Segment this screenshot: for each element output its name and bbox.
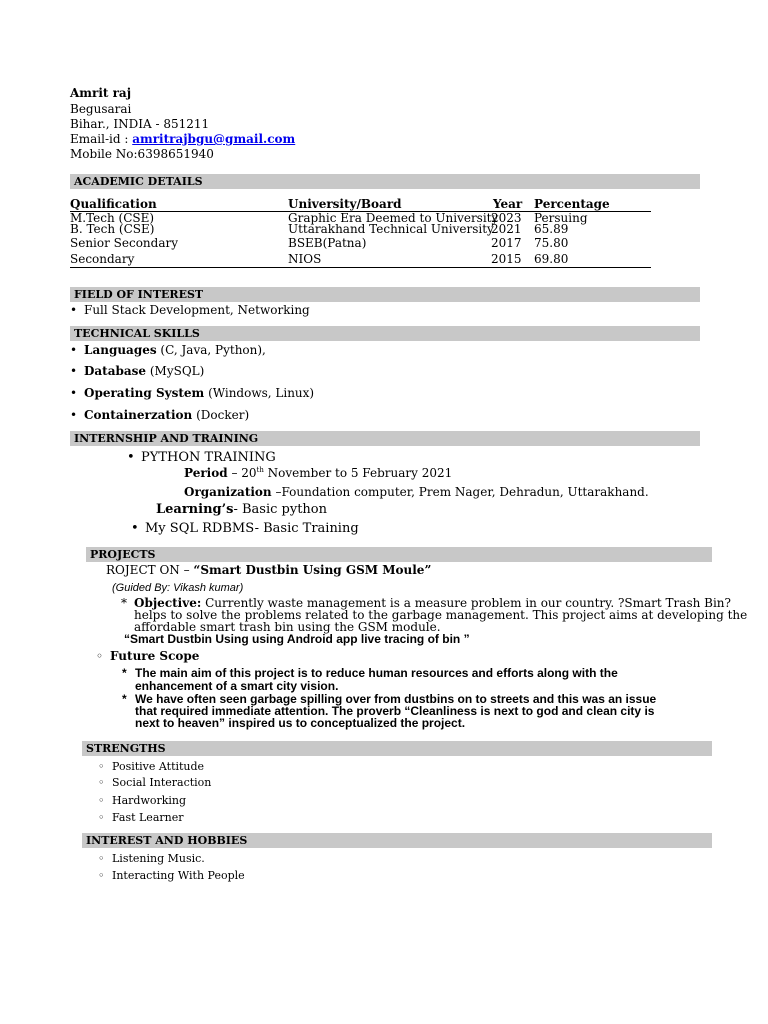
skill-item xyxy=(84,386,314,400)
col-qualification: Qualification xyxy=(70,197,157,211)
table-cell: 2017 xyxy=(491,236,522,250)
skill-item xyxy=(84,343,266,357)
table-cell: 69.80 xyxy=(534,252,569,266)
skill-item xyxy=(84,364,204,378)
learning-value: - Basic python xyxy=(233,502,328,517)
strength-item: ◦ Fast Learner xyxy=(112,811,184,824)
learning-label: Learning’s xyxy=(156,502,234,517)
future-scope-line: enhancement of a smart city vision. xyxy=(135,679,339,693)
future-scope-line: that required immediate attention. The proverb “Cleanliness is next to god and clean city is xyxy=(135,704,655,718)
skill-label: Operating System xyxy=(84,386,205,400)
table-cell: Senior Secondary xyxy=(70,236,179,250)
address-region: Bihar., INDIA - 851211 xyxy=(70,117,210,131)
table-cell: 2021 xyxy=(491,222,522,236)
skill-value: (Docker) xyxy=(192,408,250,422)
mobile-number: Mobile No:6398651940 xyxy=(70,147,214,161)
table-cell: Uttarakhand Technical University xyxy=(288,222,494,236)
table-bottom-rule xyxy=(70,267,651,268)
table-cell: Persuing xyxy=(534,211,588,225)
objective-text: Currently waste management is a measure problem in our country. ?Smart Trash Bin? xyxy=(201,596,731,610)
strengths-section-title: STRENGTHS xyxy=(82,741,712,756)
academic-section-title: ACADEMIC DETAILS xyxy=(70,174,700,189)
future-scope-item: * The main aim of this project is to reduce human resources and efforts along with the xyxy=(135,666,618,680)
field-of-interest-title: FIELD OF INTEREST xyxy=(70,287,700,302)
period-label: Period xyxy=(184,466,228,480)
period-sup: th xyxy=(256,466,264,474)
training-period xyxy=(184,466,452,480)
table-cell: B. Tech (CSE) xyxy=(70,222,155,236)
skill-value: (Windows, Linux) xyxy=(204,386,315,400)
table-cell: Graphic Era Deemed to University xyxy=(288,211,499,225)
project-heading-title: “Smart Dustbin Using GSM Moule” xyxy=(193,563,432,577)
internship-section-title: INTERNSHIP AND TRAINING xyxy=(70,431,700,446)
skill-value: (C, Java, Python), xyxy=(156,343,266,357)
skill-label: Languages xyxy=(84,343,157,357)
list-item: • Full Stack Development, Networking xyxy=(84,303,310,317)
skill-label: Containerzation xyxy=(84,408,193,422)
objective-text-line: helps to solve the problems related to the garbage management. This project aims at developing the xyxy=(134,608,748,622)
future-scope-line: next to heaven” inspired us to conceptualized the project. xyxy=(135,716,466,730)
future-scope-heading: ◦ Future Scope xyxy=(110,649,199,663)
table-cell: NIOS xyxy=(288,252,322,266)
table-cell: Secondary xyxy=(70,252,135,266)
table-cell: 2023 xyxy=(491,211,522,225)
objective-label: Objective: xyxy=(134,596,202,610)
future-scope-item: * We have often seen garbage spilling over from dustbins on to streets and this was an issue xyxy=(135,692,656,706)
project-heading xyxy=(106,563,431,577)
period-post: November to 5 February 2021 xyxy=(263,466,453,480)
org-value: –Foundation computer, Prem Nager, Dehradun, Uttarakhand. xyxy=(271,485,649,499)
hobbies-section-title: INTEREST AND HOBBIES xyxy=(82,833,712,848)
technical-skills-title: TECHNICAL SKILLS xyxy=(70,326,700,341)
col-percentage: Percentage xyxy=(534,197,610,211)
col-year: Year xyxy=(493,197,523,211)
training-organization xyxy=(184,485,649,499)
projects-section-title: PROJECTS xyxy=(86,547,712,562)
project-tagline: “Smart Dustbin Using using Android app live tracing of bin ” xyxy=(124,632,470,646)
email-label: Email-id : xyxy=(70,132,133,146)
project-heading-prefix: ROJECT ON – xyxy=(106,563,194,577)
skill-label: Database xyxy=(84,364,147,378)
objective-text-line: affordable smart trash bin using the GSM module. xyxy=(134,620,441,634)
address-city: Begusarai xyxy=(70,102,132,116)
project-guide: (Guided By: Vikash kumar) xyxy=(112,582,244,594)
table-cell: 2015 xyxy=(491,252,522,266)
col-university: University/Board xyxy=(288,197,402,211)
hobby-item: ◦ Interacting With People xyxy=(112,869,245,882)
training-learning xyxy=(156,502,327,517)
org-label: Organization xyxy=(184,485,272,499)
table-cell: 65.89 xyxy=(534,222,569,236)
table-cell: M.Tech (CSE) xyxy=(70,211,155,225)
strength-item: ◦ Hardworking xyxy=(112,794,186,807)
email-link[interactable]: amritrajbgu@gmail.com xyxy=(132,132,296,146)
strength-item: ◦ Social Interaction xyxy=(112,776,211,789)
table-cell: BSEB(Patna) xyxy=(288,236,367,250)
table-cell: 75.80 xyxy=(534,236,569,250)
training-item: • PYTHON TRAINING xyxy=(141,450,276,465)
training-item: • My SQL RDBMS- Basic Training xyxy=(145,521,359,536)
skill-item xyxy=(84,408,249,422)
candidate-name: Amrit raj xyxy=(70,86,132,100)
email-line xyxy=(70,132,295,146)
hobby-item: ◦ Listening Music. xyxy=(112,852,205,865)
period-pre: – 20 xyxy=(227,466,257,480)
strength-item: ◦ Positive Attitude xyxy=(112,760,204,773)
skill-value: (MySQL) xyxy=(146,364,205,378)
